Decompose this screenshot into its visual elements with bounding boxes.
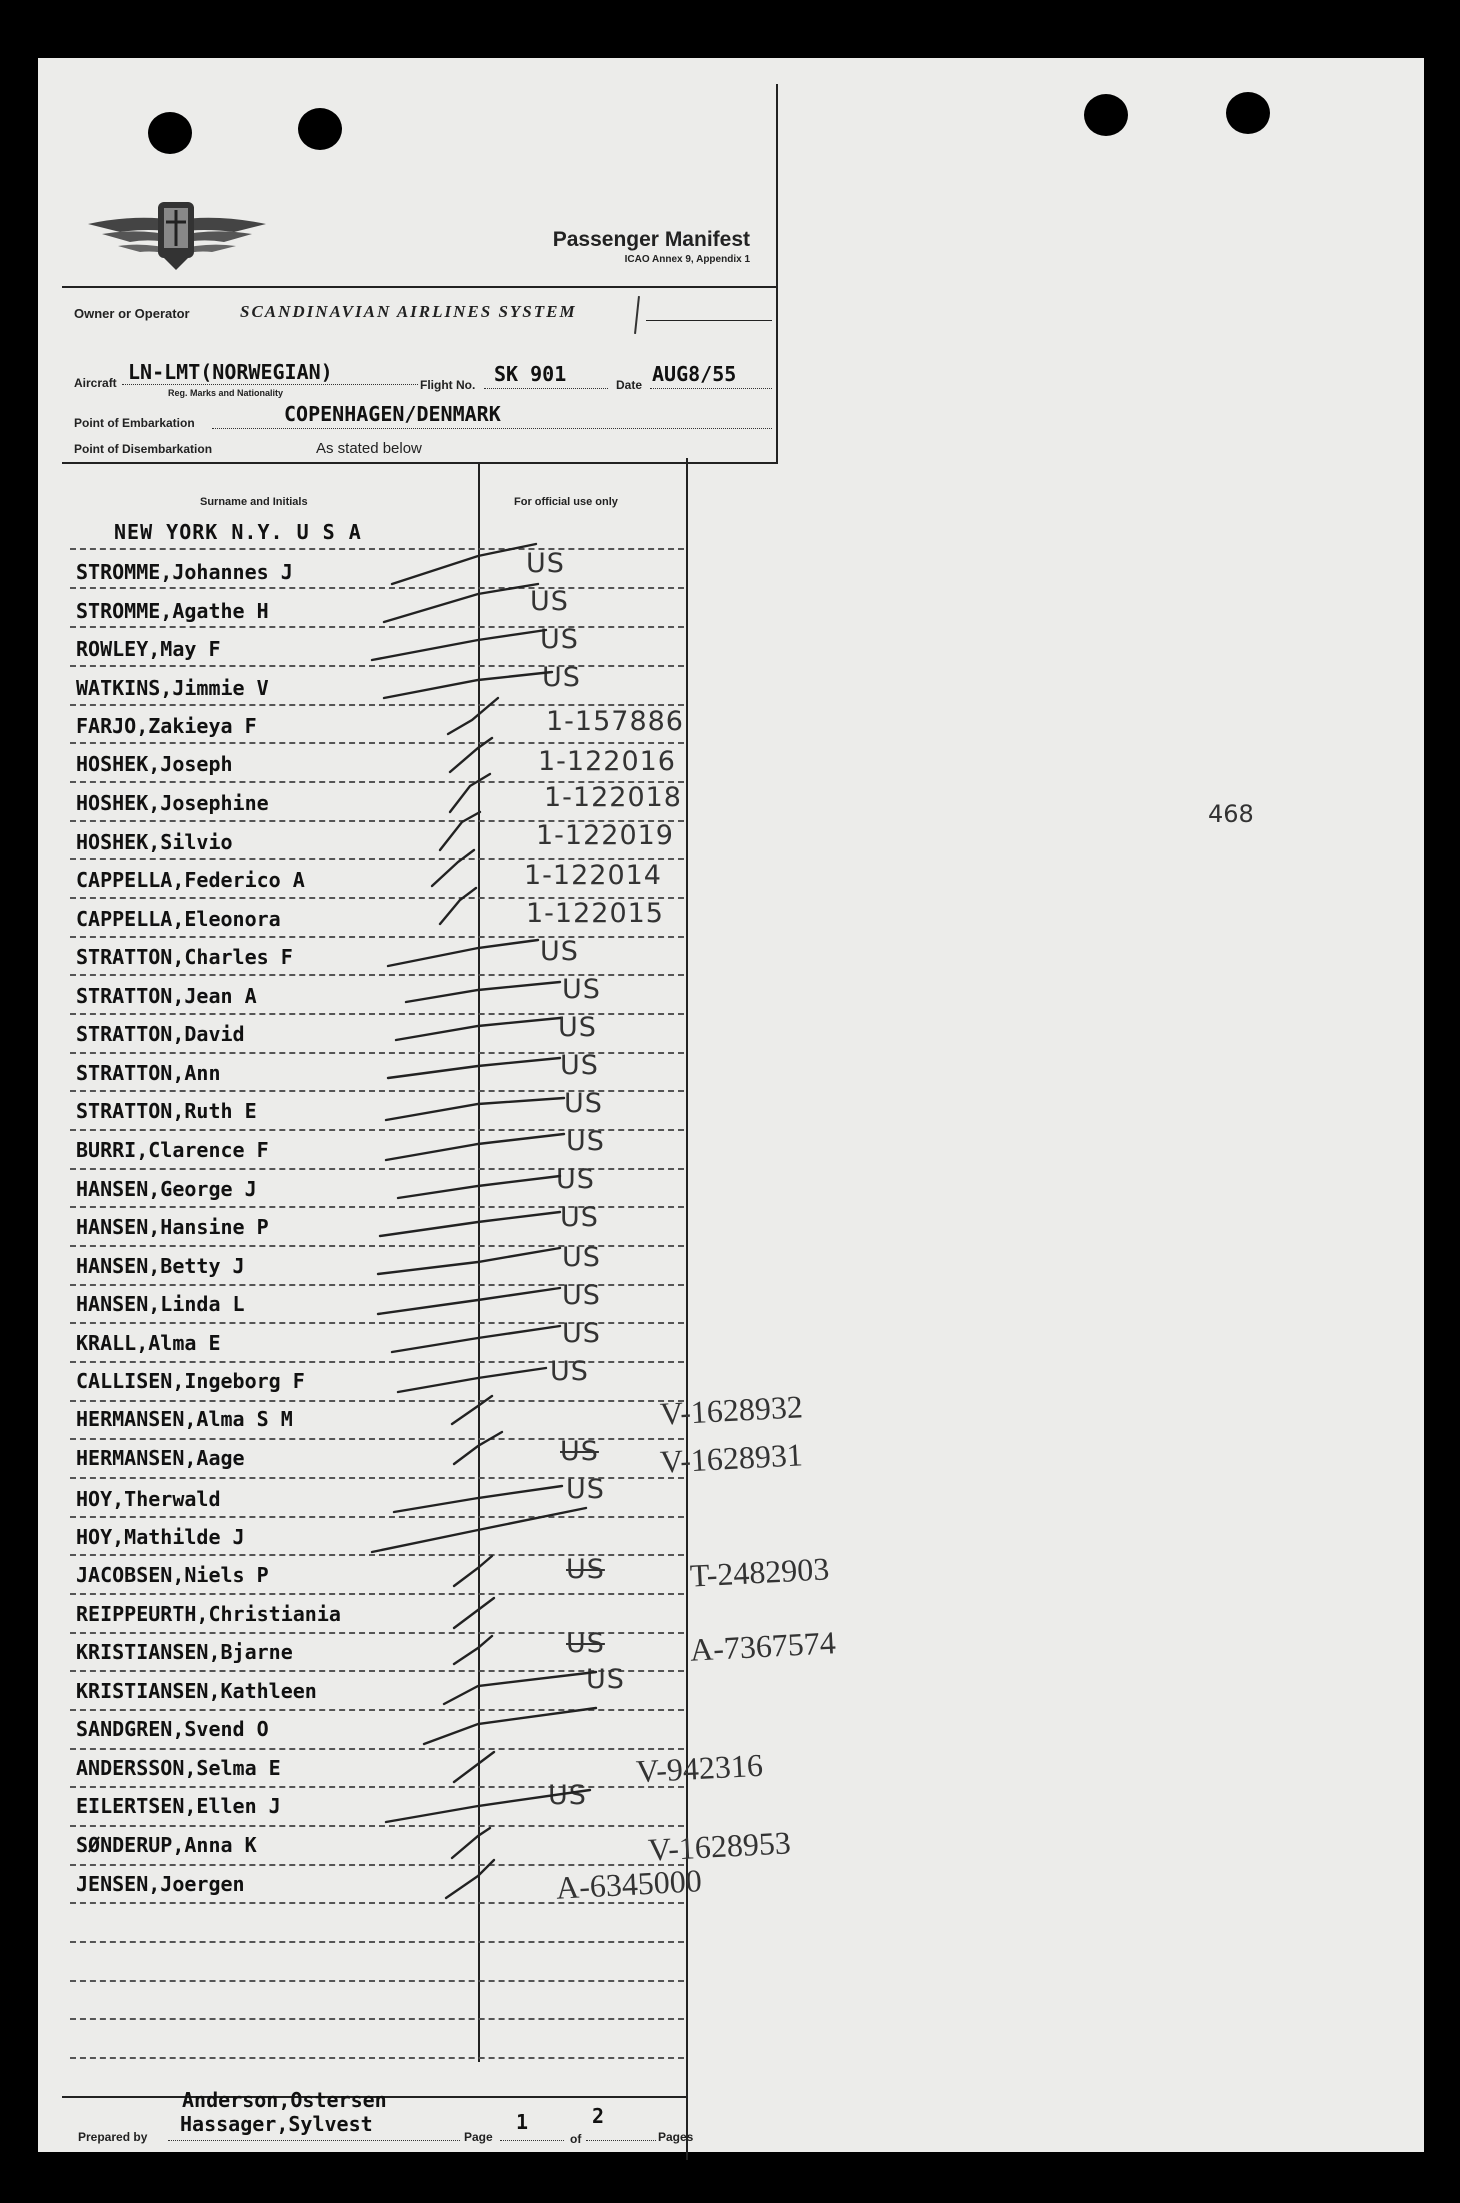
passenger-name: JENSEN,Joergen [76,1872,245,1896]
prepared-by-line2: Hassager,Sylvest [180,2112,373,2136]
passenger-name: KRISTIANSEN,Kathleen [76,1679,317,1703]
row-divider [70,587,684,589]
passenger-name: FARJO,Zakieya F [76,714,257,738]
passenger-name: STRATTON,Jean A [76,984,257,1008]
official-mark: US [566,1628,605,1659]
passenger-name: CAPPELLA,Eleonora [76,907,281,931]
official-mark: US [566,1474,605,1505]
col-official-header: For official use only [514,496,618,508]
row-divider [70,1748,684,1750]
passenger-name: CALLISEN,Ingeborg F [76,1369,305,1393]
passenger-name: BURRI,Clarence F [76,1138,269,1162]
date-value: AUG8/55 [652,362,737,386]
visa-code: V-1628931 [659,1436,804,1480]
manifest-title: Passenger Manifest [552,228,750,251]
official-mark: US [540,624,579,655]
passenger-name: HOY,Therwald [76,1487,221,1511]
manifest-subtitle: ICAO Annex 9, Appendix 1 [624,254,750,265]
official-mark: US [560,1202,599,1233]
passenger-name: HOY,Mathilde J [76,1525,245,1549]
official-mark: US [566,1126,605,1157]
official-mark: US [562,974,601,1005]
aircraft-dotline [122,384,418,385]
row-divider [70,665,684,667]
reg-marks-label: Reg. Marks and Nationality [168,388,284,398]
passenger-name: HANSEN,George J [76,1177,257,1201]
flight-value: SK 901 [494,362,567,386]
row-divider [70,1980,684,1982]
visa-code: A-7367574 [689,1624,837,1668]
of-value: 2 [592,2104,605,2128]
owner-label: Owner or Operator [74,306,190,321]
official-mark: US [540,936,579,967]
of-label: of [570,2132,582,2146]
official-mark: US [560,1436,599,1467]
passenger-name: STROMME,Johannes J [76,560,293,584]
official-mark: US [526,548,565,579]
visa-code: V-942316 [635,1746,764,1790]
prepared-by-label: Prepared by [78,2130,148,2144]
row-divider [70,1864,684,1866]
passenger-name: STRATTON,Charles F [76,945,293,969]
page-dotline [500,2140,564,2141]
row-divider [70,626,684,628]
row-divider [70,1593,684,1595]
prepared-by-dotline [168,2140,460,2141]
disembarkation-label: Point of Disembarkation [74,442,213,456]
row-divider [70,1825,684,1827]
passenger-name: HANSEN,Hansine P [76,1215,269,1239]
row-divider [70,2018,684,2020]
passenger-name: HERMANSEN,Alma S M [76,1407,293,1431]
embarkation-value: COPENHAGEN/DENMARK [284,402,501,426]
passenger-name: STROMME,Agathe H [76,599,269,623]
official-mark: US [562,1242,601,1273]
of-dotline [586,2140,656,2141]
row-divider [70,936,684,938]
official-mark: 1-122015 [526,898,664,929]
destination: NEW YORK N.Y. U S A [114,520,362,544]
punch-hole [1084,94,1128,136]
row-divider [70,548,684,550]
owner-value: SCANDINAVIAN AIRLINES SYSTEM [240,302,577,321]
disembarkation-value: As stated below [316,440,422,457]
official-mark: US [530,586,569,617]
passenger-name: SANDGREN,Svend O [76,1717,269,1741]
row-divider [70,1941,684,1943]
aircraft-value: LN-LMT(NORWEGIAN) [128,360,333,384]
date-label: Date [616,378,643,392]
passenger-name: ANDERSSON,Selma E [76,1756,281,1780]
row-divider [70,1516,684,1518]
passenger-name: WATKINS,Jimmie V [76,676,269,700]
official-mark: US [548,1780,587,1811]
passenger-name: KRALL,Alma E [76,1331,221,1355]
official-mark: US [566,1554,605,1585]
flight-dotline [484,388,608,389]
header-divider [62,286,776,288]
col-name-header: Surname and Initials [200,496,308,508]
date-dotline [650,388,772,389]
official-mark: US [560,1050,599,1081]
official-mark: 1-157886 [546,706,684,737]
embarkation-label: Point of Embarkation [74,416,195,430]
row-divider [70,1400,684,1402]
official-mark: US [556,1164,595,1195]
official-mark: US [564,1088,603,1119]
official-mark: 1-122014 [524,860,662,891]
handwritten-page-number: 468 [1208,800,1254,828]
passenger-name: KRISTIANSEN,Bjarne [76,1640,293,1664]
passenger-name: HANSEN,Betty J [76,1254,245,1278]
visa-code: V-1628932 [659,1388,804,1432]
official-mark: US [542,662,581,693]
official-mark: US [586,1664,625,1695]
official-mark: A-6345000 [555,1862,703,1906]
row-divider [70,1709,684,1711]
passenger-name: HOSHEK,Silvio [76,830,233,854]
passenger-name: STRATTON,David [76,1022,245,1046]
row-divider [70,742,684,744]
official-mark: US [558,1012,597,1043]
passenger-name: STRATTON,Ruth E [76,1099,257,1123]
passenger-name: CAPPELLA,Federico A [76,868,305,892]
official-column-divider [478,462,480,2062]
page-value: 1 [516,2110,529,2134]
official-mark: 1-122016 [538,746,676,777]
passenger-name: HANSEN,Linda L [76,1292,245,1316]
page-label: Page [464,2130,493,2144]
official-mark: US [562,1280,601,1311]
passenger-name: EILERTSEN,Ellen J [76,1794,281,1818]
owner-underline [646,320,772,321]
pages-label: Pages [658,2130,694,2144]
passenger-name: HOSHEK,Joseph [76,752,233,776]
row-divider [70,1361,684,1363]
flight-label: Flight No. [420,378,476,392]
official-mark: 1-122019 [536,820,674,851]
official-mark: US [550,1356,589,1387]
prepared-by-line1: Anderson,Ostersen [182,2088,387,2112]
passenger-name: HERMANSEN,Aage [76,1446,245,1470]
row-divider [70,2057,684,2059]
punch-hole [1226,92,1270,134]
passenger-name: SØNDERUP,Anna K [76,1833,257,1857]
passenger-name: JACOBSEN,Niels P [76,1563,269,1587]
passenger-name: REIPPEURTH,Christiania [76,1602,341,1626]
official-mark: 1-122018 [544,782,682,813]
airline-wings-logo-icon [84,198,270,272]
aircraft-label: Aircraft [74,376,117,390]
passenger-name: ROWLEY,May F [76,637,221,661]
embarkation-dotline [212,428,772,429]
passenger-name: STRATTON,Ann [76,1061,221,1085]
passenger-name: HOSHEK,Josephine [76,791,269,815]
visa-code: V-1628953 [647,1824,792,1868]
official-mark: US [562,1318,601,1349]
row-divider [70,1786,684,1788]
visa-code: T-2482903 [689,1550,831,1594]
